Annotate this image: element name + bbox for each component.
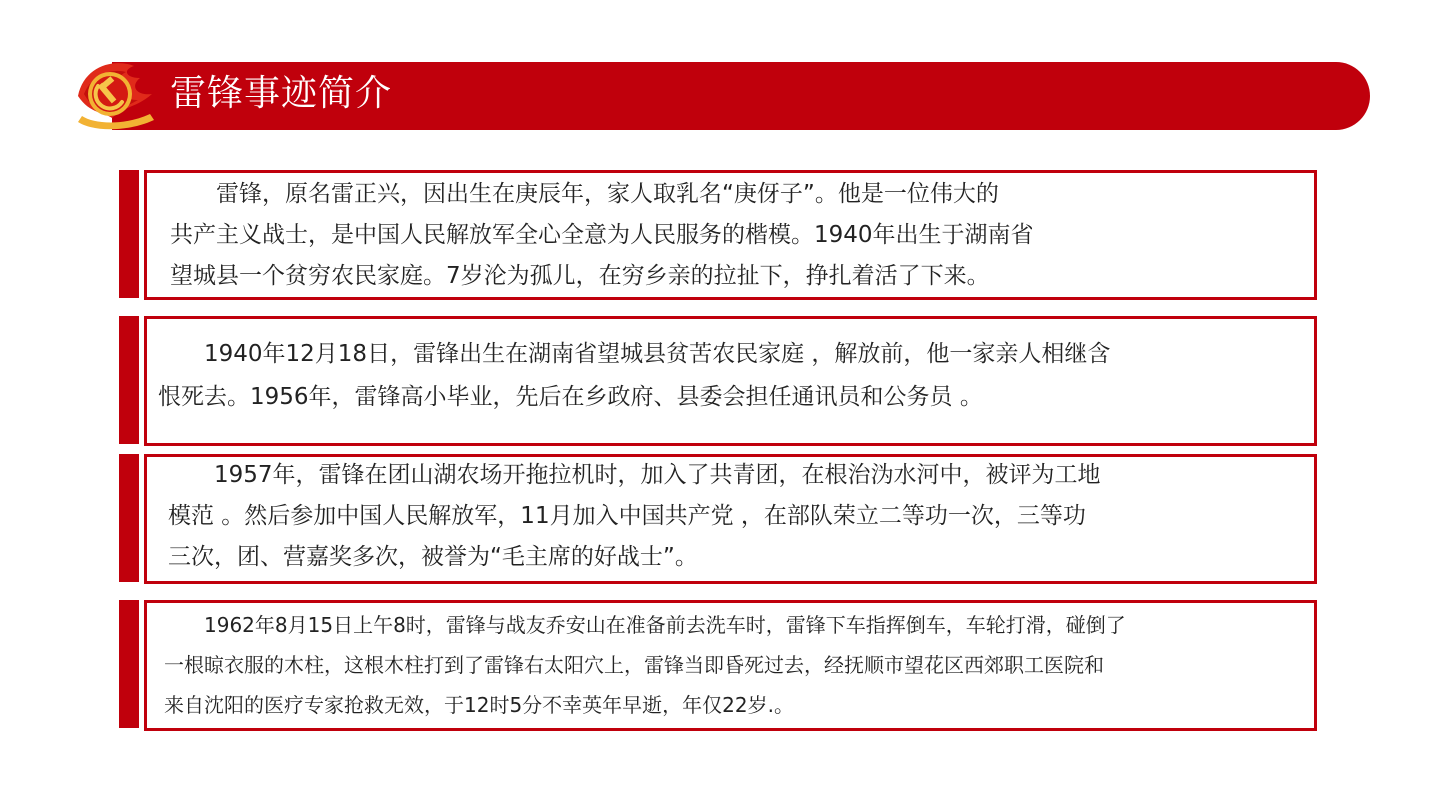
- card-paragraph: [158, 333, 1110, 419]
- paragraph-line: 恨死去。1956年，雷锋高小毕业，先后在乡政府、县委会担任通讯员和公务员 。: [158, 384, 983, 410]
- paragraph-line: 1957年，雷锋在团山湖农场开拖拉机时，加入了共青团，在根治沩水河中，被评为工地: [168, 462, 1101, 488]
- paragraph-line: 一根晾衣服的木柱，这根木柱打到了雷锋右太阳穴上，雷锋当即昏死过去，经抚顺市望花区西郊职工医院和: [164, 653, 1104, 677]
- card-accent-bar: [119, 600, 139, 728]
- paragraph-line: 模范 。然后参加中国人民解放军，11月加入中国共产党 ，在部队荣立二等功一次，三等功: [168, 503, 1086, 529]
- card-paragraph: [164, 605, 1126, 725]
- card-accent-bar: [119, 316, 139, 444]
- card-accent-bar: [119, 170, 139, 298]
- paragraph-line: 共产主义战士，是中国人民解放军全心全意为人民服务的楷模。1940年出生于湖南省: [170, 222, 1034, 248]
- card-paragraph: [170, 174, 1034, 297]
- paragraph-line: 1962年8月15日上午8时，雷锋与战友乔安山在准备前去洗车时，雷锋下车指挥倒车，车轮打滑，碰倒了: [164, 613, 1126, 637]
- card-paragraph: [168, 455, 1101, 578]
- page-title: 雷锋事迹简介: [170, 73, 393, 114]
- paragraph-line: 雷锋，原名雷正兴，因出生在庚辰年，家人取乳名“庚伢子”。他是一位伟大的: [170, 181, 999, 207]
- paragraph-line: 望城县一个贫穷农民家庭。7岁沦为孤儿，在穷乡亲的拉扯下，挣扎着活了下来。: [170, 263, 990, 289]
- paragraph-line: 来自沈阳的医疗专家抢救无效，于12时5分不幸英年早逝，年仅22岁.。: [164, 693, 794, 717]
- paragraph-line: 三次，团、营嘉奖多次，被誉为“毛主席的好战士”。: [168, 544, 698, 570]
- party-emblem-icon: [64, 56, 168, 136]
- card-accent-bar: [119, 454, 139, 582]
- paragraph-line: 1940年12月18日，雷锋出生在湖南省望城县贫苦农民家庭 ，解放前，他一家亲人相继含: [158, 341, 1111, 367]
